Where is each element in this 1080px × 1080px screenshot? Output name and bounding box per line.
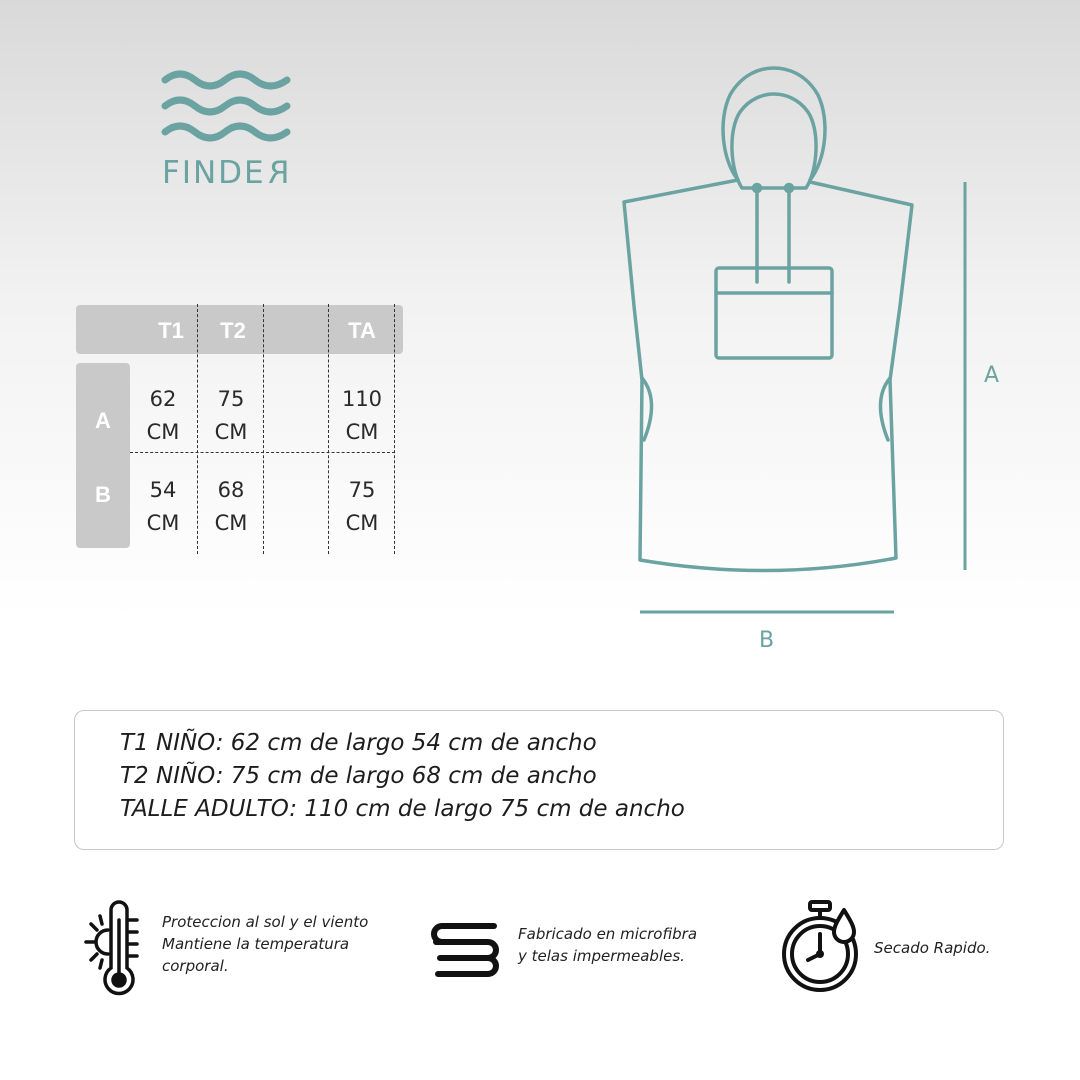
- column-header-ta: TA: [348, 318, 376, 343]
- size-info-line: T2 NIÑO: 75 cm de largo 68 cm de ancho: [120, 763, 597, 789]
- brand-name-mirrored-letter: R: [265, 155, 290, 191]
- table-cell: 68 CM: [214, 478, 248, 535]
- feature-microfiber: Fabricado en microfibra y telas impermeables.: [518, 925, 698, 965]
- column-header-t1: T1: [158, 318, 184, 343]
- dimension-lines: [630, 175, 975, 620]
- size-table-row-header: [76, 363, 130, 548]
- feature-quick-dry: Secado Rapido.: [874, 939, 991, 957]
- table-cell: 62 CM: [146, 387, 180, 444]
- table-cell: 110 CM: [341, 387, 383, 444]
- table-divider: [394, 304, 395, 554]
- height-label: A: [984, 363, 1000, 388]
- column-header-empty: [266, 305, 332, 354]
- thermometer-sun-icon: [80, 900, 150, 1000]
- size-info-line: T1 NIÑO: 62 cm de largo 54 cm de ancho: [120, 730, 597, 756]
- waves-icon: [160, 66, 294, 146]
- row-label-a: A: [95, 408, 111, 433]
- width-label: B: [759, 628, 775, 653]
- table-cell: 54 CM: [146, 478, 180, 535]
- table-cell: 75 CM: [345, 478, 379, 535]
- table-divider: [130, 452, 395, 453]
- stopwatch-drop-icon: [778, 898, 862, 994]
- table-divider: [328, 304, 329, 554]
- table-divider: [197, 304, 198, 554]
- microfiber-layers-icon: [428, 918, 502, 978]
- table-cell: 75 CM: [214, 387, 248, 444]
- feature-sun-protection: Proteccion al sol y el viento Mantiene la temperatura corporal.: [162, 913, 369, 975]
- table-divider: [263, 304, 264, 554]
- row-label-b: B: [95, 482, 111, 507]
- brand-logo-text: [162, 153, 302, 193]
- column-header-t2: T2: [220, 318, 246, 343]
- size-info-line: TALLE ADULTO: 110 cm de largo 75 cm de ancho: [120, 796, 685, 822]
- brand-name-prefix: FINDE: [162, 155, 266, 191]
